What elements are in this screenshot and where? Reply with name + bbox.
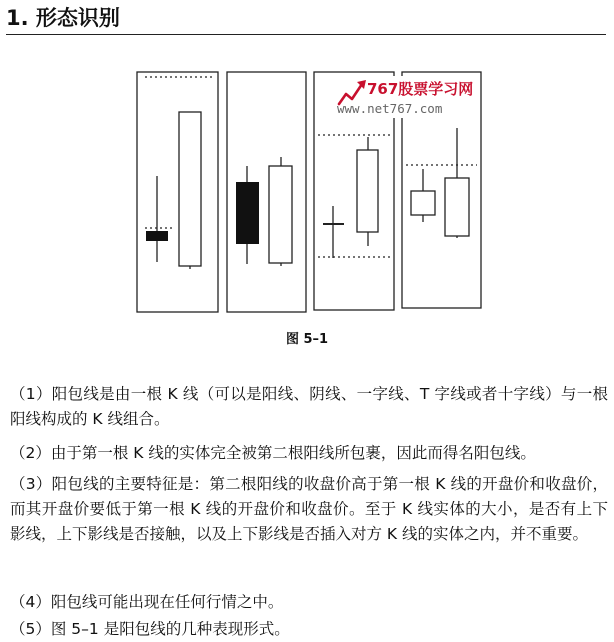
paragraph-5: （5）图 5–1 是阳包线的几种表现形式。	[10, 620, 290, 638]
paragraph-3: （3）阳包线的主要特征是：第二根阳线的收盘价高于第一根 K 线的开盘价和收盘价，而其开盘价要低于第一根 K 线的开盘价和收盘价。至于 K 线实体的大小，是否有上下影线，上下影线是否接触，以及上下影线是否插入对方 K 线的实体之内，并不重要。	[10, 475, 608, 543]
paragraph-2: （2）由于第一根 K 线的实体完全被第二根阳线所包裹，因此而得名阳包线。	[10, 444, 536, 462]
watermark	[335, 76, 473, 118]
panel-1	[137, 72, 218, 312]
candle-1b-body	[179, 112, 201, 266]
candle-3b-body	[357, 150, 378, 232]
paragraph-1: （1）阳包线是由一根 K 线（可以是阳线、阴线、一字线、T 字线或者十字线）与一根阳线构成的 K 线组合。	[10, 385, 608, 428]
candlestick-figure	[0, 0, 614, 320]
candle-2b-body	[269, 166, 292, 263]
candle-4b-body	[445, 178, 469, 236]
section-heading: 1. 形态识别	[6, 6, 120, 30]
watermark-url: www.net767.com	[337, 101, 443, 116]
candle-1a-body	[146, 231, 168, 241]
paragraph-4: （4）阳包线可能出现在任何行情之中。	[10, 593, 284, 611]
candle-4a-body	[411, 191, 435, 215]
panel-2	[227, 72, 306, 312]
watermark-brand: 767股票学习网	[367, 80, 474, 98]
candle-2a-body	[236, 182, 259, 244]
figure-caption: 图 5–1	[285, 332, 329, 347]
